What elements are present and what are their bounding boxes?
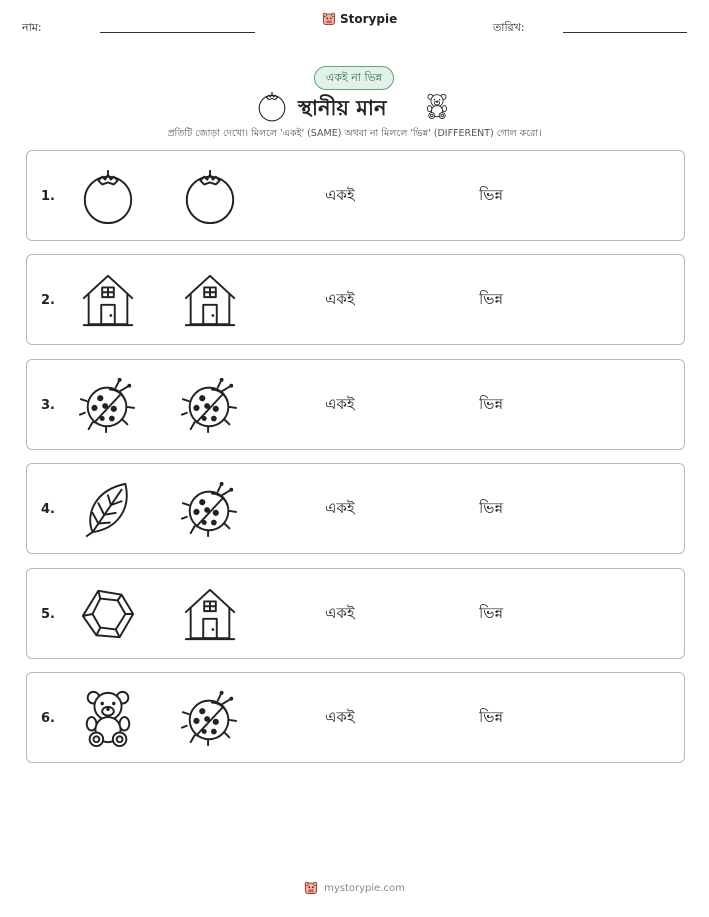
row-number: 3. bbox=[41, 397, 55, 413]
exercise-row bbox=[26, 254, 685, 345]
page-title: স্থানীয় মান bbox=[298, 96, 387, 120]
tomato-icon bbox=[79, 167, 137, 225]
different-option[interactable]: ভিন্ন bbox=[479, 708, 504, 726]
same-option[interactable]: একই bbox=[325, 603, 355, 622]
footer bbox=[0, 881, 709, 895]
same-option[interactable]: একই bbox=[325, 290, 355, 309]
teddy-bear-icon bbox=[79, 689, 137, 747]
brand-name: Storypie bbox=[340, 12, 398, 26]
footer-url[interactable]: mystorypie.com bbox=[324, 882, 405, 894]
topic-tag: একই না ভিন্ন bbox=[314, 66, 394, 90]
ladybug-icon bbox=[79, 376, 137, 434]
row-number: 4. bbox=[41, 502, 55, 518]
different-option[interactable]: ভিন্ন bbox=[479, 499, 504, 518]
ladybug-icon bbox=[181, 480, 239, 538]
date-label: তারিখ: bbox=[493, 21, 525, 34]
different-option[interactable]: ভিন্ন bbox=[479, 394, 504, 413]
row-number: 5. bbox=[41, 606, 55, 622]
date-input-line[interactable] bbox=[563, 32, 687, 33]
header bbox=[0, 0, 709, 46]
storypie-logo-icon bbox=[322, 12, 336, 26]
exercise-row bbox=[26, 463, 685, 554]
ladybug-icon bbox=[181, 689, 239, 747]
same-option[interactable]: একই bbox=[325, 708, 355, 726]
different-option[interactable]: ভিন্ন bbox=[479, 603, 504, 622]
different-option[interactable]: ভিন্ন bbox=[479, 290, 504, 309]
gem-icon bbox=[79, 585, 137, 643]
row-number: 6. bbox=[41, 711, 55, 726]
ladybug-icon bbox=[181, 376, 239, 434]
same-option[interactable]: একই bbox=[325, 394, 355, 413]
house-icon bbox=[181, 271, 239, 329]
name-label: নাম: bbox=[22, 21, 42, 34]
row-number: 1. bbox=[41, 189, 55, 204]
exercise-row bbox=[26, 672, 685, 763]
exercise-row bbox=[26, 568, 685, 659]
exercise-row bbox=[26, 359, 685, 450]
exercise-row bbox=[26, 150, 685, 241]
name-input-line[interactable] bbox=[100, 32, 255, 33]
instructions: প্রতিটি জোড়া দেখো। মিললে 'একই' (SAME) অথবা না মিললে 'ভিন্ন' (DIFFERENT) গোল করো। bbox=[167, 128, 542, 139]
row-number: 2. bbox=[41, 293, 55, 309]
tomato-icon bbox=[256, 90, 288, 122]
leaf-icon bbox=[79, 480, 137, 538]
same-option[interactable]: একই bbox=[325, 186, 355, 204]
house-icon bbox=[79, 271, 137, 329]
title-row bbox=[0, 88, 709, 124]
same-option[interactable]: একই bbox=[325, 499, 355, 518]
storypie-logo-icon bbox=[304, 881, 318, 895]
tomato-icon bbox=[181, 167, 239, 225]
different-option[interactable]: ভিন্ন bbox=[479, 186, 504, 204]
house-icon bbox=[181, 585, 239, 643]
brand-logo bbox=[322, 12, 397, 26]
teddy-bear-icon bbox=[424, 91, 450, 121]
